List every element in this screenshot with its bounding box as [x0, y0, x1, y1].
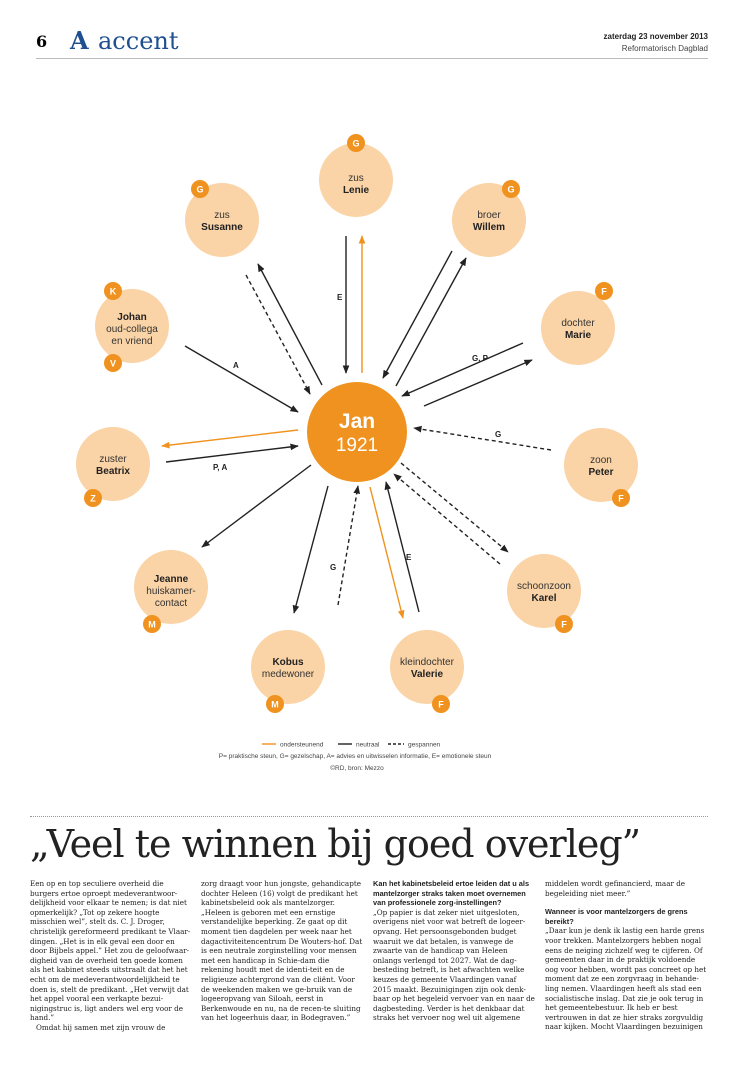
legend-supporting: ondersteunend: [280, 741, 324, 749]
edge-jeanne: [202, 465, 311, 547]
page-number: 6: [36, 32, 48, 51]
node-susanne: [185, 180, 259, 257]
node-label: schoonzoon: [517, 581, 571, 592]
node-name: Lenie: [342, 185, 370, 196]
node-name: Willem: [472, 222, 506, 233]
edge-label-lenie: E: [337, 293, 343, 302]
center-year: 1921: [335, 435, 379, 456]
badge: F: [618, 493, 624, 504]
node-name: Johan: [117, 312, 147, 323]
node-johan: [95, 282, 169, 372]
node-marie: [541, 282, 615, 365]
edge-lenie: [337, 236, 362, 373]
node-lenie: [319, 134, 393, 217]
node-label: zuster: [99, 454, 127, 465]
badge: G: [507, 184, 515, 195]
section-title: accent: [98, 27, 179, 55]
legend-source: ©RD, bron: Mezzo: [330, 765, 384, 772]
node-willem: [452, 180, 526, 257]
article-column-3: [373, 879, 535, 1061]
edge-johan: [185, 346, 298, 412]
node-karel: [507, 554, 581, 633]
edge-label-peter: G: [495, 430, 502, 439]
node-name: Peter: [588, 467, 614, 478]
edge-label-beatrix: P, A: [213, 463, 228, 472]
node-name: Karel: [531, 593, 557, 604]
newspaper-name: Reformatorisch Dagblad: [621, 44, 708, 53]
edge-label-kobus: G: [330, 563, 337, 572]
edge-peter: [414, 428, 551, 450]
brand-logo: A: [70, 26, 89, 55]
node-label: broer: [477, 210, 501, 221]
node-label: en vriend: [111, 336, 153, 347]
badge: G: [196, 184, 204, 195]
node-label: zus: [348, 173, 364, 184]
node-name: Kobus: [272, 657, 304, 668]
badge: V: [109, 358, 117, 369]
center-node: [307, 382, 407, 482]
badge: Z: [90, 493, 96, 504]
edge-kobus: [294, 486, 358, 613]
edge-karel: [394, 463, 508, 564]
edge-label-johan: A: [233, 361, 239, 370]
interview-question: Kan het kabinetsbeleid ertoe leiden dat u als mantelzorger straks taken moet overnemen van professionele zorg-instellingen?: [373, 879, 530, 908]
paragraph: Omdat hij samen met zijn vrouw de: [36, 1022, 166, 1032]
edge-label-marie: G, P: [472, 354, 489, 363]
edge-susanne: [246, 264, 322, 394]
issue-date: zaterdag 23 november 2013: [603, 32, 708, 41]
badge: G: [352, 138, 360, 149]
legend: [219, 742, 492, 773]
node-name: Jeanne: [153, 574, 189, 585]
node-kobus: [251, 630, 325, 713]
node-label: zus: [214, 210, 230, 221]
paragraph: Een op en top seculiere overheid die burgers ertoe oproept medeverantwoor-delijkheid voor elkaar te nemen; is dat niet opmerkelijk? „Tot op zekere hoogte misschien wel”, stelt ds. C. J. Droger, christelijk gereformeerd predikant te Vlaar-dingen. „Het is in elk geval een door en door Bijbels appel.” Het zou de geloofwaar-digheid van de overheid ten goede komen als het kabinet steeds uitstraalt dat het het echt om de medeverantwoordelijkheid te doen is, stelt de predikant. „Het verwijt dat het appel vooral een verkapte bezui-nigingstruc is, ligt anders wel erg voor de hand.”: [30, 879, 191, 1023]
edge-willem: [383, 251, 466, 386]
node-label: dochter: [561, 318, 595, 329]
center-name: Jan: [338, 410, 376, 433]
edge-beatrix: [162, 430, 298, 472]
badge: F: [438, 699, 444, 710]
node-label: huiskamer-: [146, 586, 196, 597]
node-label: kleindochter: [400, 657, 454, 668]
badge: F: [561, 619, 567, 630]
article-column-1: [30, 879, 192, 1061]
legend-tense: gespannen: [408, 741, 441, 749]
paragraph: „Daar kun je denk ik lastig een harde grens voor trekken. Mantelzorgers hebben nogal eens de neiging zichzelf weg te cijferen. Of gemeenten daar in de praktijk voldoende oog voor hebben, wordt pas concreet op het moment dat ze een zorgvraag in behande-ling nemen. Vlaardingen heeft als stad een socialistische inslag. Dat zie je ook terug in het gemeentebestuur. Ik heb er best vertrouwen in dat ze hier straks zorgvuldig naar kijken. Mocht Vlaardingen bezuinigen: [545, 926, 707, 1032]
section-divider: [30, 816, 708, 817]
article-headline: „Veel te winnen bij goed overleg”: [30, 822, 641, 866]
paragraph: middelen wordt gefinancierd, maar de begeleiding niet meer.”: [545, 879, 686, 898]
article-column-2: [201, 879, 363, 1061]
node-label: oud-collega: [106, 324, 158, 335]
node-jeanne: [134, 550, 208, 633]
badge: M: [271, 699, 279, 710]
badge: K: [109, 286, 117, 297]
edge-marie: [402, 343, 532, 406]
node-label: medewoner: [261, 669, 315, 680]
article-column-4: [545, 879, 707, 1061]
node-label: contact: [154, 598, 188, 609]
paragraph: zorg draagt voor hun jongste, gehandicapte dochter Heleen (16) volgt de predikant het kabinetsbeleid ook als mantelzorger. „Heleen is geboren met een ernstige verstandelijke beperking. Ze gaat op dit moment tien dagdelen per week naar het dagactiviteitencentrum De Wouters-hof. Dat is een neutrale zorginstelling voor mensen met een handicap in Schie-dam die rekening houdt met de identi-teit en de religieuze achtergrond van de cliënt. Voor de weekenden maken we ge-bruik van de logeeropvang van Siloah, eerst in Berkenwoude en nu, na de recen-te sluiting van het logeerhuis daar, in Bodegraven.”: [201, 879, 363, 1023]
node-name: Susanne: [201, 222, 243, 233]
node-valerie: [390, 630, 464, 713]
legend-abbreviations: P= praktische steun, G= gezelschap, A= advies en uitwisselen informatie, E= emotionele steun: [218, 753, 492, 760]
legend-neutral: neutraal: [356, 741, 380, 749]
badge: F: [601, 286, 607, 297]
edge-valerie: [370, 482, 419, 618]
node-name: Valerie: [410, 669, 444, 680]
node-label: zoon: [590, 455, 612, 466]
edge-label-valerie: E: [406, 553, 412, 562]
paragraph: „Op papier is dat zeker niet uitgesloten, overigens niet voor wat betreft de logeer-opvang. Het persoonsgebonden budget waaruit we dat betalen, is vanwege de zwaarte van de handicap van Heleen onlangs verlengd tot 2027. Wat de dag-besteding betreft, is het afwachten welke keuzes de gemeente Vlaardingen vanaf 2015 maakt. Bezuinigingen zijn ook denk-baar op het begeleid vervoer van en naar de dagbesteding. Verder is het denkbaar dat straks het vervoer nog wel uit algemene: [373, 907, 535, 1023]
badge: M: [148, 619, 156, 630]
node-name: Beatrix: [96, 466, 130, 477]
interview-question: Wanneer is voor mantelzorgers de grens bereikt?: [545, 907, 688, 926]
node-peter: [564, 428, 638, 507]
node-beatrix: [76, 427, 150, 507]
node-name: Marie: [564, 330, 592, 341]
